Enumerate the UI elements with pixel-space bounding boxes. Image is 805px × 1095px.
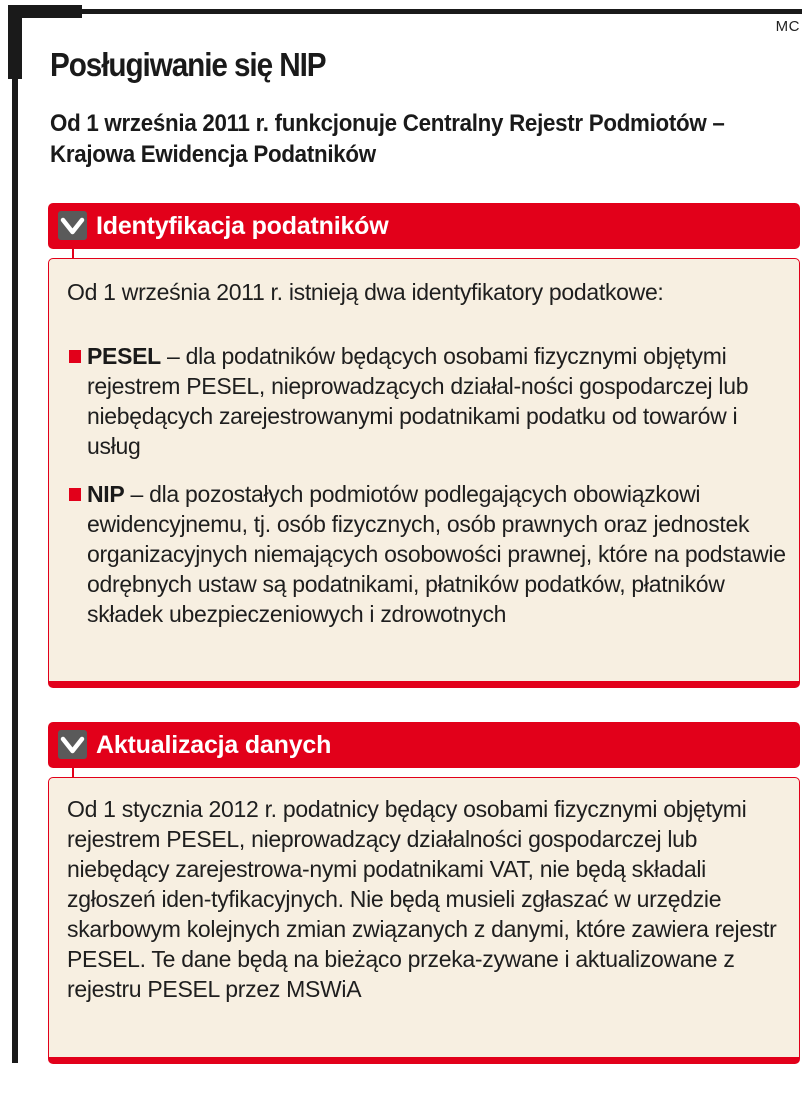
chevron-down-icon[interactable] (58, 730, 87, 759)
bullet-square-icon (69, 488, 81, 501)
page-subtitle: Od 1 września 2011 r. funkcjonuje Centralny Rejestr Podmiotów – Krajowa Ewidencja Podatników (50, 110, 725, 168)
section-header-aktualizacja[interactable] (48, 722, 800, 768)
bullet-term: PESEL (87, 343, 161, 369)
author-credit: MC (775, 18, 800, 35)
section-intro: Od 1 września 2011 r. istnieją dwa identyfikatory podatkowe: (67, 279, 664, 305)
frame-left-rule (12, 70, 18, 1063)
frame-corner-vertical (8, 5, 22, 79)
section-title: Aktualizacja danych (96, 731, 332, 759)
chevron-down-icon[interactable] (58, 211, 87, 240)
list-item-pesel (67, 341, 787, 461)
frame-top-rule (8, 9, 802, 14)
section-body-aktualizacja (48, 777, 800, 1064)
page-title: Posługiwanie się NIP (50, 46, 326, 83)
section-title: Identyfikacja podatników (96, 212, 389, 240)
section-body-identyfikacja (48, 258, 800, 688)
section-paragraph: Od 1 stycznia 2012 r. podatnicy będący osobami fizycznymi objętymi rejestrem PESEL, nieprowadzący działalności gospodarczej lub niebędący zarejestrowa-nymi podatnikami VAT, nie będą składali zgłoszeń iden-tyfikacyjnych. Nie będą musieli zgłaszać w urzędzie skarbowym kolejnych zmian związanych z danymi, które zawiera rejestr PESEL. Te dane będą na bieżąco przeka-zywane i aktualizowane z rejestru PESEL przez MSWiA (67, 796, 777, 1002)
section-header-identyfikacja[interactable] (48, 203, 800, 249)
list-item-nip (67, 479, 787, 629)
bullet-description: – dla pozostałych podmiotów podlegających obowiązkowi ewidencyjnemu, tj. osób fizycznych, osób prawnych oraz jednostek organizacyjnych niemających osobowości prawnej, które na podstawie odrębnych ustaw są podatnikami, płatników podatków, płatników składek ubezpieczeniowych i zdrowotnych (87, 481, 786, 627)
bullet-term: NIP (87, 481, 125, 507)
bullet-description: – dla podatników będących osobami fizycznymi objętymi rejestrem PESEL, nieprowadzących działal-ności gospodarczej lub niebędących zarejestrowanymi podatnikami podatku od towarów i usług (87, 343, 749, 459)
bullet-square-icon (69, 350, 81, 363)
